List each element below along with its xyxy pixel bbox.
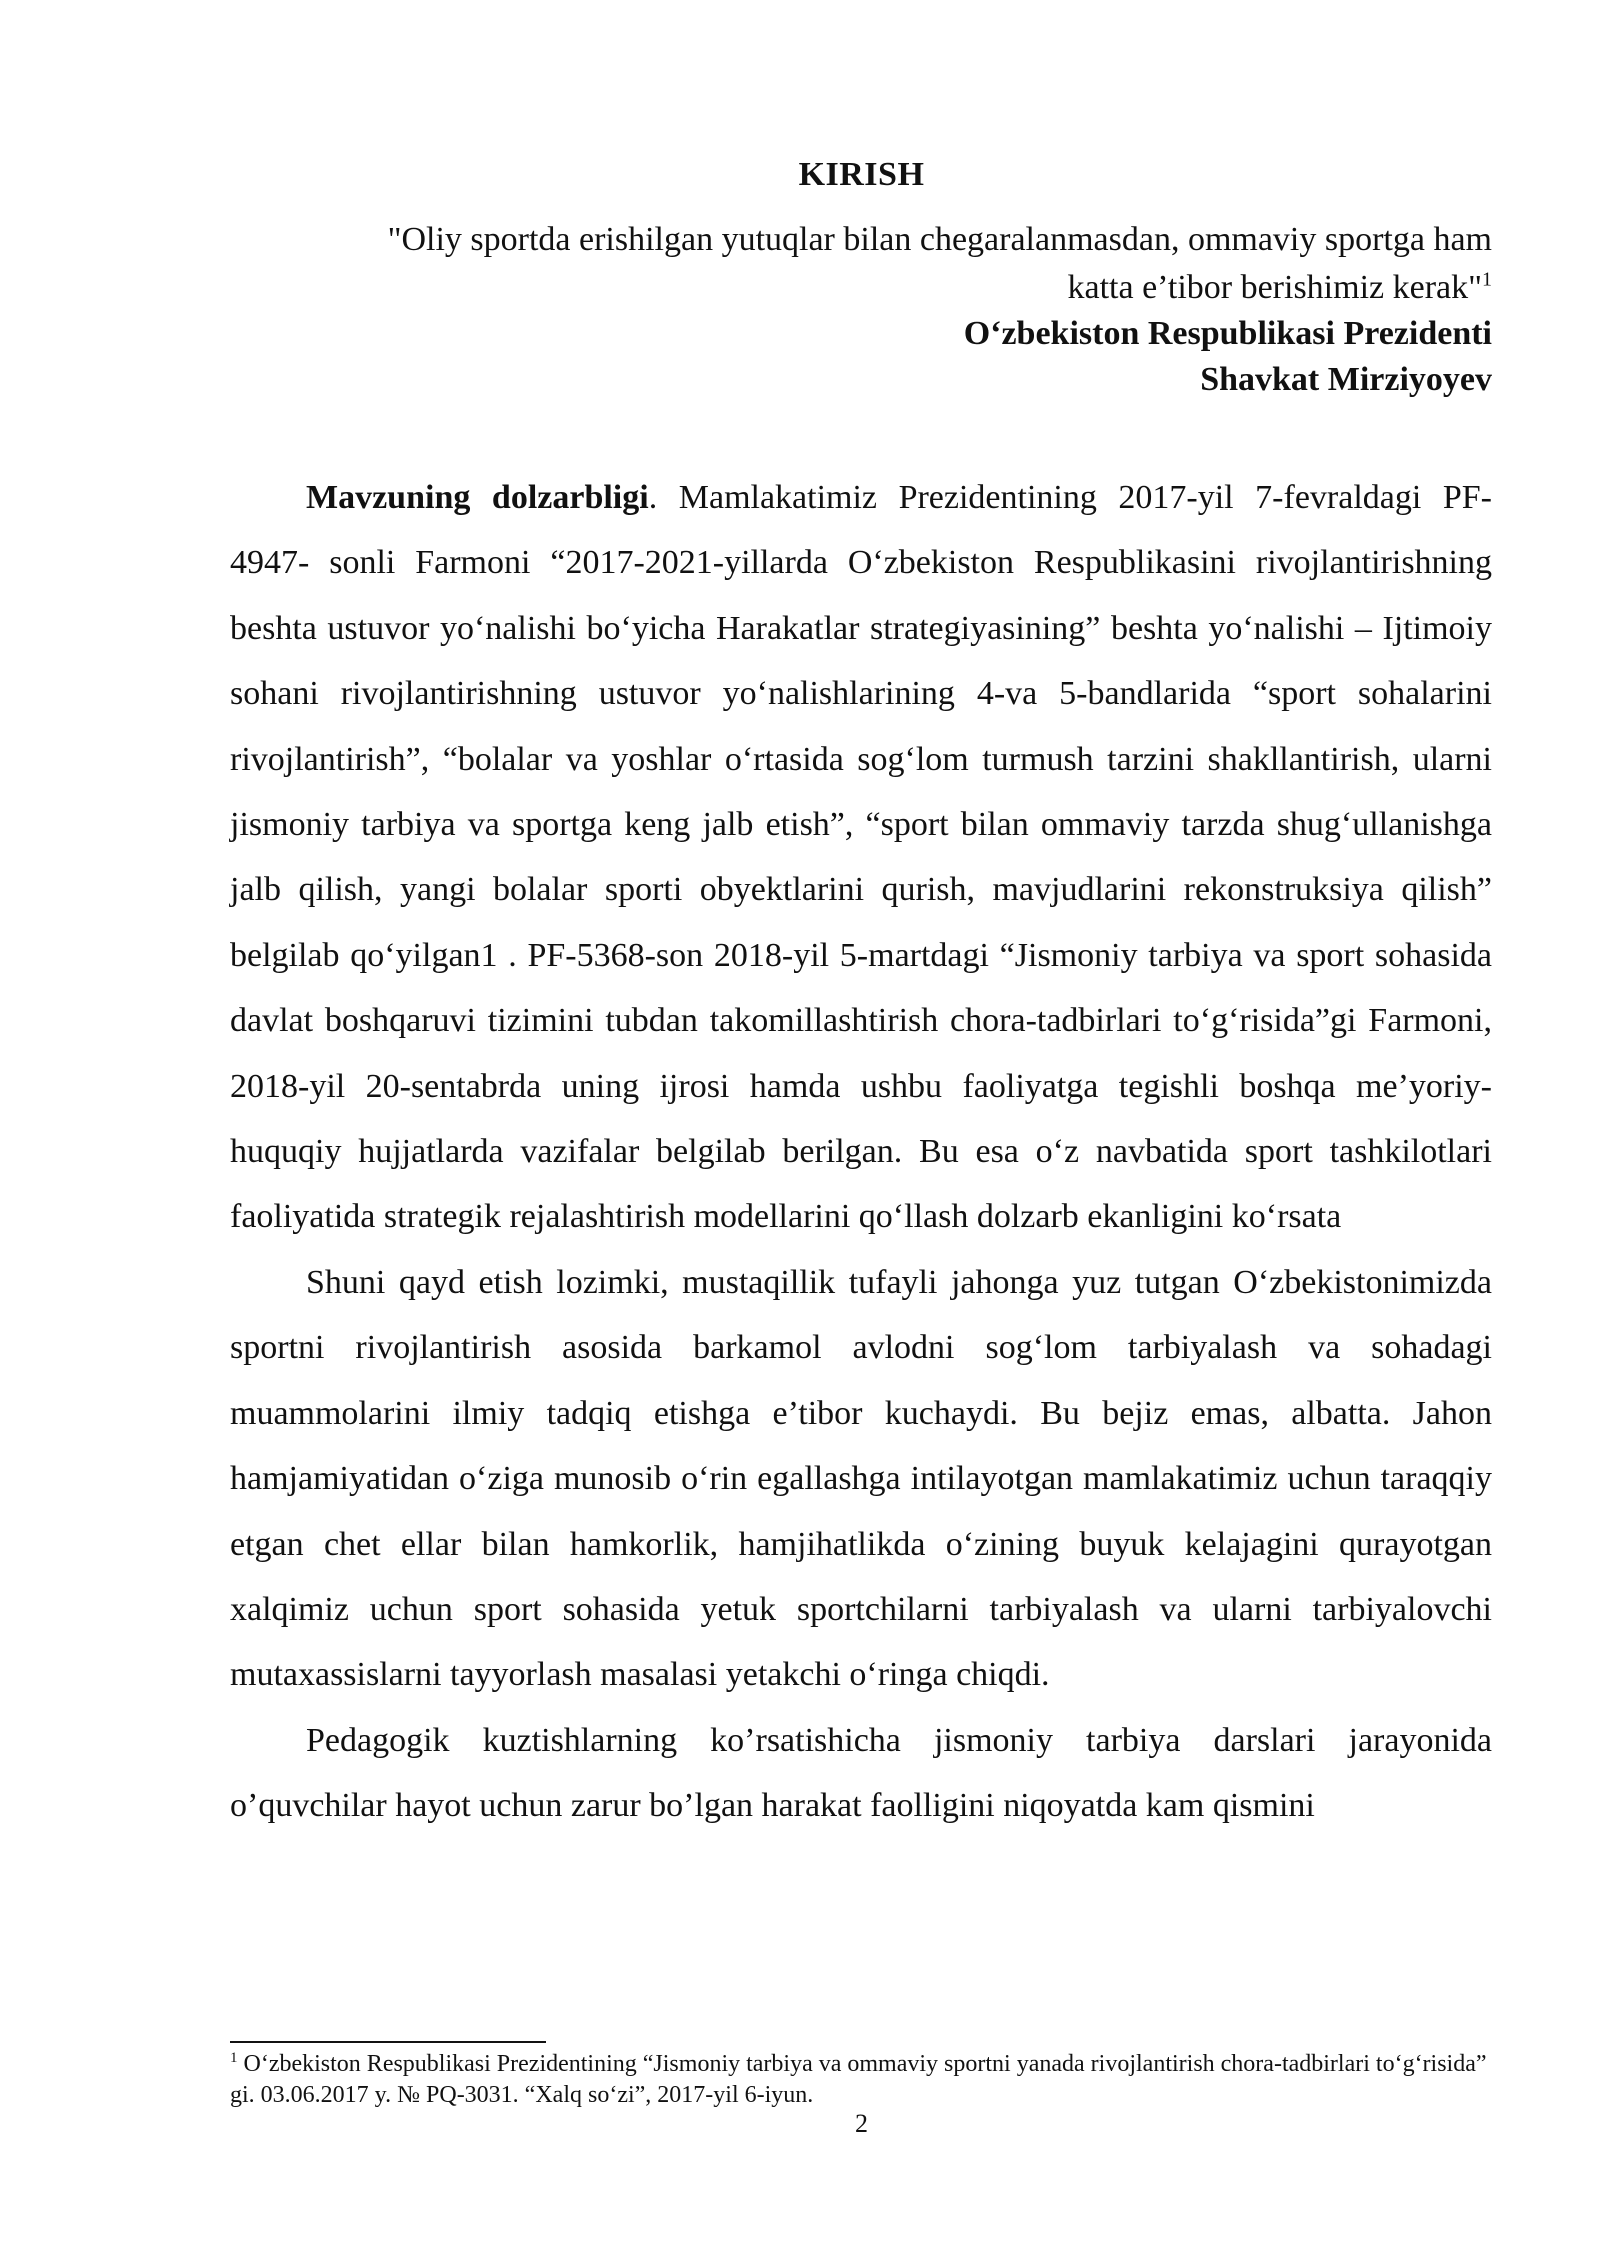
author-name: Shavkat Mirziyoyev: [1200, 361, 1492, 398]
page-number: 2: [855, 2109, 868, 2138]
paragraph-independence: Shuni qayd etish lozimki, mustaqillik tufayli jahonga yuz tutgan O‘zbekistonimizda sportni rivojlantirish asosida barkamol avlodni sog‘lom tarbiyalash va sohadagi muammolarini ilmiy tadqiq etishga e’tibor kuchaydi. Bu bejiz emas, albatta. Jahon hamjamiyatidan o‘ziga munosib o‘rin egallashga intilayotgan mamlakatimiz uchun taraqqiy etgan chet ellar bilan hamkorlik, hamjihatlikda o‘zining buyuk kelajagini qurayotgan xalqimiz uchun sport sohasida yetuk sportchilarni tarbiyalash va ularni tarbiyalovchi mutaxassislarni tayyorlash masalasi yetakchi o‘ringa chiqdi.: [230, 1263, 1492, 1694]
main-text: [230, 465, 1492, 1839]
paragraph-lead: Mavzuning dolzarbligi: [306, 479, 649, 516]
footnote-text: O‘zbekiston Respublikasi Prezidentining “Jismoniy tarbiya va ommaviy sportni yanada rivojlantirish chora-tadbirlari to‘g‘risida” gi. 03.06.2017 y. № PQ-3031. “Xalq so‘zi”, 2017-yil 6-iyun.: [230, 2051, 1487, 2108]
epigraph-line-1: "Oliy sportda erishilgan yutuqlar bilan chegaralanmasdan, ommaviy sportga ham: [387, 221, 1492, 258]
footnote: [230, 2049, 1492, 2111]
paragraph-pedagogical: Pedagogik kuztishlarning ko’rsatishicha jismoniy tarbiya darslari jarayonida o’quvchilar hayot uchun zarur bo’lgan harakat faolligini niqoyatda kam qismini: [230, 1721, 1492, 1825]
footnote-marker: 1: [230, 2050, 238, 2066]
footnote-separator: [230, 2041, 546, 2043]
epigraph-quote: [230, 216, 1492, 312]
epigraph-line-2: [230, 264, 1492, 312]
paragraph-relevance-text: . Mamlakatimiz Prezidentining 2017-yil 7-fevraldagi PF-4947- sonli Farmoni “2017-2021-yillarda O‘zbekiston Respublikasini rivojlantirishning beshta ustuvor yo‘nalishi bo‘yicha Harakatlar strategiyasining” beshta yo‘nalishi – Ijtimoiy sohani rivojlantirishning ustuvor yo‘nalishlarining 4-va 5-bandlarida “sport sohalarini rivojlantirish”, “bolalar va yoshlar o‘rtasida sog‘lom turmush tarzini shakllantirish, ularni jismoniy tarbiya va sportga keng jalb etish”, “sport bilan ommaviy tarzda shug‘ullanishga jalb qilish, yangi bolalar sporti obyektlarini qurish, mavjudlarini rekonstruksiya qilish” belgilab qo‘yilgan1 . PF-5368-son 2018-yil 5-martdagi “Jismoniy tarbiya va sport sohasida davlat boshqaruvi tizimini tubdan takomillashtirish chora-tadbirlari to‘g‘risida”gi Farmoni, 2018-yil 20-sentabrda uning ijrosi hamda ushbu faoliyatga tegishli boshqa me’yoriy-huquqiy hujjatlarda vazifalar belgilab berilgan. Bu esa o‘z navbatida sport tashkilotlari faoliyatida strategik rejalashtirish modellarini qo‘llash dolzarb ekanligini ko‘rsata: [230, 479, 1492, 1236]
epigraph-line-2-text: katta e’tibor berishimiz kerak": [1067, 269, 1482, 306]
footnote-reference: 1: [1482, 268, 1492, 291]
page-heading: KIRISH: [798, 156, 925, 193]
author-title: O‘zbekiston Respublikasi Prezidenti: [963, 315, 1492, 352]
paragraph-relevance: [230, 465, 1492, 1250]
